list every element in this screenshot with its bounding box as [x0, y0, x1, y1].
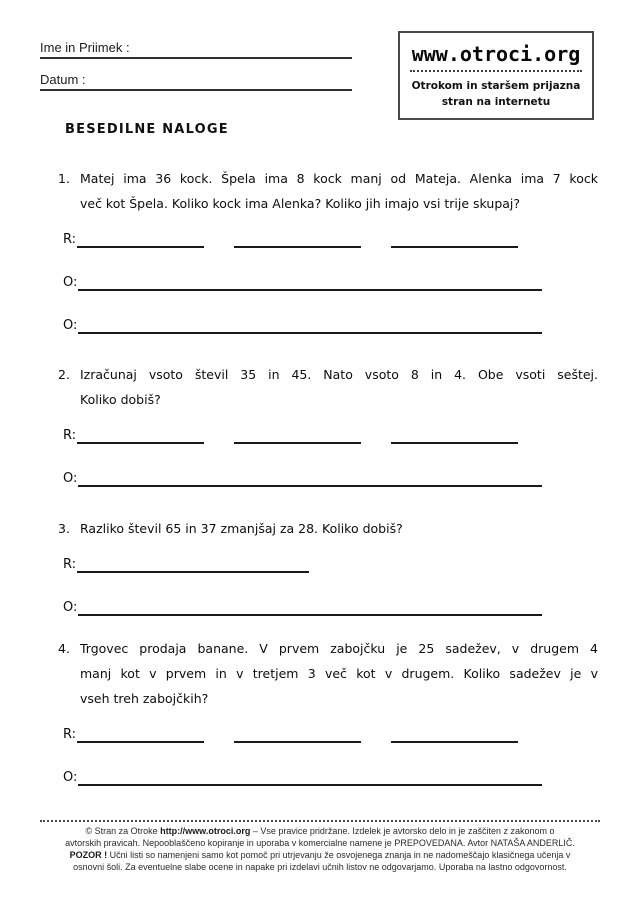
problem-text-line: Razliko števil 65 in 37 zmanjšaj za 28. Koliko dobiš? [80, 521, 403, 536]
answer-label: R: [63, 727, 77, 742]
answer-blank [234, 736, 361, 743]
answer-row [63, 770, 598, 786]
answer-label: R: [63, 557, 77, 572]
answer-blank [77, 241, 204, 248]
problem-text [80, 516, 598, 541]
site-box-divider [410, 70, 582, 72]
answer-blank [391, 437, 518, 444]
footer-line [40, 837, 600, 849]
answer-blank [391, 736, 518, 743]
problem-head [58, 516, 598, 541]
answer-row [63, 727, 598, 743]
answer-label: O: [63, 770, 78, 785]
answer-blank [78, 480, 542, 487]
problem-item [58, 362, 598, 487]
site-url: www.otroci.org [411, 42, 581, 66]
problem-text [80, 166, 598, 216]
footer [40, 820, 600, 873]
problem-item [58, 516, 598, 616]
problem-text-line: manj kot v prvem in v tretjem 3 več kot v drugem. Koliko sadežev je v [80, 666, 598, 681]
problem-number: 2. [58, 367, 70, 382]
answer-blank [234, 241, 361, 248]
answer-blank [77, 566, 309, 573]
answer-row [63, 428, 598, 444]
date-label: Datum : [40, 72, 86, 87]
answer-blank [78, 284, 542, 291]
answer-blank [78, 327, 542, 334]
name-label: Ime in Priimek : [40, 40, 130, 55]
page-title: BESEDILNE NALOGE [65, 122, 229, 137]
answer-row [63, 471, 598, 487]
problem-head [58, 166, 598, 216]
site-tagline-line1: Otrokom in staršem prijazna [411, 80, 581, 92]
problem-text-line: Koliko dobiš? [80, 392, 161, 407]
answer-blank [77, 736, 204, 743]
problem-item [58, 166, 598, 334]
problem-text-line: vseh treh zabojčkih? [80, 691, 209, 706]
answer-row [63, 232, 598, 248]
date-field [40, 72, 352, 91]
problem-text-line: Trgovec prodaja banane. V prvem zabojčku je 25 sadežev, v drugem 4 [80, 641, 598, 656]
problem-number: 4. [58, 641, 70, 656]
answer-blank [78, 779, 542, 786]
answer-blank [77, 437, 204, 444]
site-tagline-line2: stran na internetu [441, 96, 551, 108]
footer-line [40, 849, 600, 861]
problem-number: 1. [58, 171, 70, 186]
answer-row [63, 600, 598, 616]
answer-label: O: [63, 275, 78, 290]
answer-row [63, 318, 598, 334]
answer-blank [234, 437, 361, 444]
problem-text-line: Izračunaj vsoto števil 35 in 45. Nato vsoto 8 in 4. Obe vsoti seštej. [80, 367, 598, 382]
answer-blank [391, 241, 518, 248]
answer-row [63, 275, 598, 291]
footer-text-bold: POZOR ! [69, 850, 108, 860]
problem-text-line: več kot Špela. Koliko kock ima Alenka? Koliko jih imajo vsi trije skupaj? [80, 196, 521, 211]
answer-row [63, 557, 598, 573]
footer-text-run: © Stran za Otroke [85, 826, 161, 836]
problem-text-line: Matej ima 36 kock. Špela ima 8 kock manj od Mateja. Alenka ima 7 kock [80, 171, 598, 186]
answer-label: R: [63, 232, 77, 247]
answer-label: R: [63, 428, 77, 443]
problem-text [80, 362, 598, 412]
problem-head [58, 362, 598, 412]
problem-head [58, 636, 598, 711]
site-box [398, 31, 594, 120]
footer-text [40, 825, 600, 873]
footer-text-run: osnovni šoli. Za eventuelne slabe ocene in napake pri izdelavi učnih listov ne odgovarjamo. Uporaba na lastno odgovornost. [73, 862, 567, 872]
answer-blank [78, 609, 542, 616]
footer-text-run: – Vse pravice pridržane. Izdelek je avtorsko delo in je zaščiten z zakonom o [250, 826, 555, 836]
footer-text-run: Učni listi so namenjeni samo kot pomoč pri utrjevanju že osvojenega znanja in ne nadomeščajo klasičnega učenja v [107, 850, 571, 860]
footer-text-bold: http://www.otroci.org [160, 826, 251, 836]
footer-line [40, 861, 600, 873]
problem-number: 3. [58, 521, 70, 536]
footer-line [40, 825, 600, 837]
answer-label: O: [63, 600, 78, 615]
name-field [40, 40, 352, 59]
answer-label: O: [63, 318, 78, 333]
problem-text [80, 636, 598, 711]
problem-item [58, 636, 598, 786]
answer-label: O: [63, 471, 78, 486]
footer-text-run: avtorskih pravicah. Nepooblaščeno kopiranje in uporaba v komercialne namene je PREPOVEDANA. Avtor NATAŠA ANDERLIČ. [65, 838, 575, 848]
